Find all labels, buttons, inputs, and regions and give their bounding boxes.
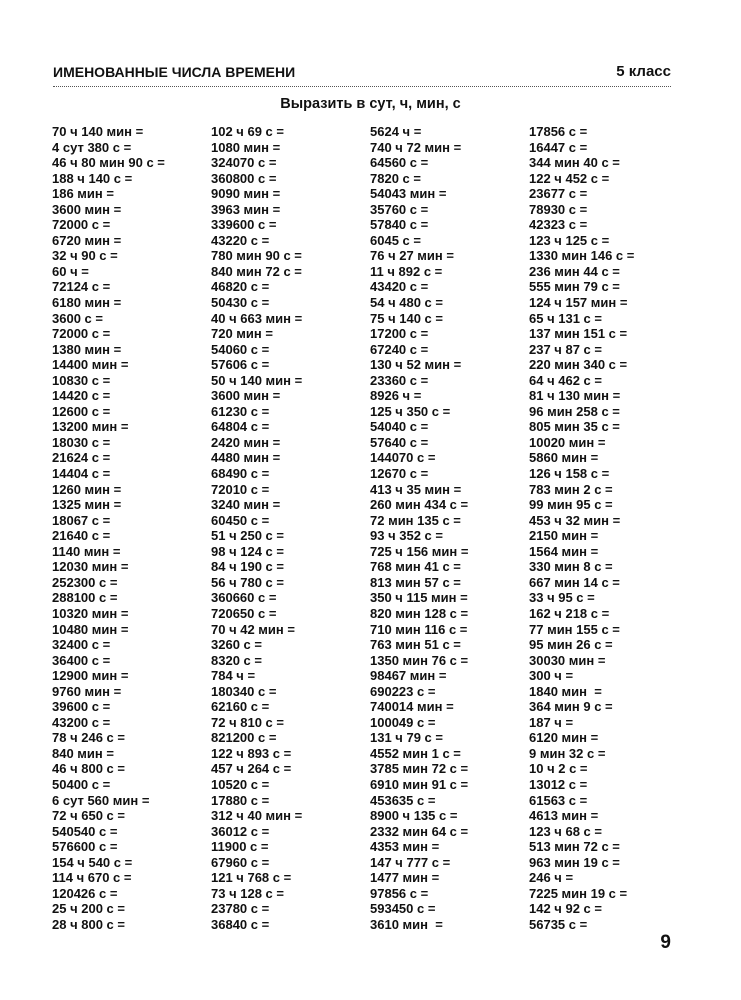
exercise-item: 667 мин 14 с =	[529, 574, 620, 590]
exercise-item: 61563 с =	[529, 792, 588, 808]
exercise-item: 35760 с =	[370, 201, 429, 217]
worksheet-title: ИМЕНОВАННЫЕ ЧИСЛА ВРЕМЕНИ	[53, 64, 296, 80]
exercise-item: 46 ч 80 мин 90 с =	[52, 155, 165, 171]
exercise-item: 14400 мин =	[52, 357, 129, 373]
exercise-item: 9760 мин =	[52, 683, 122, 699]
exercise-item: 710 мин 116 с =	[370, 621, 468, 637]
exercise-item: 76 ч 27 мин =	[370, 248, 454, 264]
exercise-item: 72000 с =	[52, 217, 111, 233]
exercise-item: 123 ч 125 с =	[529, 232, 610, 248]
exercise-item: 54 ч 480 с =	[370, 295, 443, 311]
exercise-item: 180340 с =	[211, 683, 277, 699]
exercise-item: 61230 с =	[211, 403, 270, 419]
exercise-item: 11 ч 892 с =	[370, 263, 443, 279]
exercise-item: 72 мин 135 с =	[370, 512, 461, 528]
exercise-item: 6 сут 560 мин =	[52, 792, 150, 808]
exercise-item: 10 ч 2 с =	[529, 761, 588, 777]
exercise-item: 32 ч 90 с =	[52, 248, 118, 264]
exercise-item: 220 мин 340 с =	[529, 357, 628, 373]
exercise-item: 56 ч 780 с =	[211, 574, 284, 590]
exercise-item: 783 мин 2 с =	[529, 481, 613, 497]
exercise-item: 68490 с =	[211, 466, 270, 482]
exercise-item: 102 ч 69 с =	[211, 124, 284, 139]
exercise-item: 725 ч 156 мин =	[370, 543, 469, 559]
exercise-column	[52, 124, 211, 932]
exercise-item: 46 ч 800 с =	[52, 761, 125, 777]
exercise-item: 1564 мин =	[529, 543, 599, 559]
exercise-item: 64804 с =	[211, 419, 270, 435]
exercise-item: 12900 мин =	[52, 668, 129, 684]
exercise-item: 840 мин =	[52, 745, 114, 761]
exercise-item: 23677 с =	[529, 186, 588, 202]
exercise-item: 21640 с =	[52, 528, 111, 544]
exercise-item: 312 ч 40 мин =	[211, 808, 303, 824]
exercise-column	[211, 124, 370, 932]
exercise-item: 11900 с =	[211, 839, 269, 855]
exercise-item: 72 ч 810 с =	[211, 714, 284, 730]
exercise-item: 137 мин 151 с =	[529, 326, 628, 342]
exercise-item: 147 ч 777 с =	[370, 854, 451, 870]
exercise-item: 784 ч =	[211, 668, 256, 684]
exercise-item: 6180 мин =	[52, 295, 122, 311]
exercise-item: 780 мин 90 с =	[211, 248, 302, 264]
exercise-item: 324070 с =	[211, 155, 277, 171]
exercise-item: 98 ч 124 с =	[211, 543, 284, 559]
exercise-item: 6045 с =	[370, 232, 421, 248]
exercise-item: 75 ч 140 с =	[370, 310, 443, 326]
page-header	[53, 58, 671, 80]
exercise-item: 64560 с =	[370, 155, 429, 171]
exercise-item: 64 ч 462 с =	[529, 372, 602, 388]
exercise-item: 23780 с =	[211, 901, 270, 917]
exercise-item: 344 мин 40 с =	[529, 155, 620, 171]
exercise-item: 84 ч 190 с =	[211, 559, 284, 575]
exercise-item: 3963 мин =	[211, 201, 281, 217]
exercise-item: 122 ч 893 с =	[211, 745, 292, 761]
exercise-item: 513 мин 72 с =	[529, 839, 620, 855]
exercise-item: 33 ч 95 с =	[529, 590, 595, 606]
exercise-item: 5860 мин =	[529, 450, 599, 466]
exercise-item: 21624 с =	[52, 450, 111, 466]
exercise-item: 154 ч 540 с =	[52, 854, 133, 870]
exercise-item: 40 ч 663 мин =	[211, 310, 303, 326]
exercise-item: 54040 с =	[370, 419, 429, 435]
exercise-item: 740014 мин =	[370, 699, 454, 715]
exercise-item: 236 мин 44 с =	[529, 263, 620, 279]
exercise-item: 7225 мин 19 с =	[529, 885, 628, 901]
exercise-item: 46820 с =	[211, 279, 270, 295]
exercise-item: 23360 с =	[370, 372, 429, 388]
exercise-item: 70 ч 140 мин =	[52, 124, 144, 139]
exercise-item: 62160 с =	[211, 699, 270, 715]
exercise-item: 3610 мин =	[370, 916, 443, 932]
exercise-item: 10830 с =	[52, 372, 111, 388]
exercise-item: 813 мин 57 с =	[370, 574, 461, 590]
exercise-item: 60 ч =	[52, 263, 89, 279]
exercise-item: 17200 с =	[370, 326, 429, 342]
exercise-item: 237 ч 87 с =	[529, 341, 602, 357]
exercise-item: 36840 с =	[211, 916, 270, 932]
exercise-item: 14420 с =	[52, 388, 111, 404]
exercise-item: 54060 с =	[211, 341, 270, 357]
exercise-item: 840 мин 72 с =	[211, 263, 302, 279]
exercise-item: 144070 с =	[370, 450, 436, 466]
exercise-item: 95 мин 26 с =	[529, 637, 613, 653]
exercise-item: 1380 мин =	[52, 341, 122, 357]
exercise-item: 413 ч 35 мин =	[370, 481, 462, 497]
exercise-item: 720650 с =	[211, 605, 277, 621]
exercise-item: 805 мин 35 с =	[529, 419, 620, 435]
exercise-item: 18067 с =	[52, 512, 111, 528]
exercise-item: 260 мин 434 с =	[370, 497, 469, 513]
exercise-item: 9090 мин =	[211, 186, 281, 202]
exercise-item: 3600 мин =	[211, 388, 281, 404]
exercise-item: 93 ч 352 с =	[370, 528, 443, 544]
exercise-item: 3600 мин =	[52, 201, 122, 217]
exercise-item: 3260 с =	[211, 637, 262, 653]
exercise-item: 39600 с =	[52, 699, 111, 715]
exercise-item: 457 ч 264 с =	[211, 761, 292, 777]
exercise-item: 51 ч 250 с =	[211, 528, 284, 544]
exercise-item: 1140 мин =	[52, 543, 121, 559]
exercise-item: 16447 с =	[529, 139, 588, 155]
exercise-item: 963 мин 19 с =	[529, 854, 620, 870]
exercise-item: 77 мин 155 с =	[529, 621, 620, 637]
exercise-item: 1260 мин =	[52, 481, 122, 497]
exercise-item: 4353 мин =	[370, 839, 440, 855]
exercise-item: 67240 с =	[370, 341, 429, 357]
page-number: 9	[660, 932, 671, 953]
exercise-item: 114 ч 670 с =	[52, 870, 132, 886]
exercise-item: 17880 с =	[211, 792, 270, 808]
exercise-item: 1350 мин 76 с =	[370, 652, 469, 668]
exercise-item: 56735 с =	[529, 916, 588, 932]
exercise-item: 57640 с =	[370, 434, 429, 450]
exercise-item: 50430 с =	[211, 295, 270, 311]
exercise-item: 4480 мин =	[211, 450, 281, 466]
exercise-item: 99 мин 95 с =	[529, 497, 613, 513]
exercise-item: 10520 с =	[211, 776, 270, 792]
exercise-item: 25 ч 200 с =	[52, 901, 125, 917]
exercise-item: 72124 с =	[52, 279, 111, 295]
exercise-item: 6910 мин 91 с =	[370, 776, 469, 792]
exercise-item: 1477 мин =	[370, 870, 440, 886]
exercise-item: 690223 с =	[370, 683, 436, 699]
exercise-item: 73 ч 128 с =	[211, 885, 284, 901]
exercise-item: 50400 с =	[52, 776, 111, 792]
exercise-item: 8926 ч =	[370, 388, 422, 404]
exercise-item: 2150 мин =	[529, 528, 599, 544]
exercise-item: 30030 мин =	[529, 652, 606, 668]
exercise-item: 18030 с =	[52, 434, 111, 450]
exercise-item: 57840 с =	[370, 217, 429, 233]
exercise-item: 43220 с =	[211, 232, 270, 248]
exercise-item: 2332 мин 64 с =	[370, 823, 469, 839]
exercise-item: 8320 с =	[211, 652, 262, 668]
exercise-item: 187 ч =	[529, 714, 574, 730]
exercise-item: 3785 мин 72 с =	[370, 761, 469, 777]
exercise-item: 32400 с =	[52, 637, 111, 653]
exercise-item: 124 ч 157 мин =	[529, 295, 628, 311]
exercise-item: 555 мин 79 с =	[529, 279, 620, 295]
exercise-item: 453635 с =	[370, 792, 436, 808]
exercise-item: 10020 мин =	[529, 434, 606, 450]
exercise-item: 123 ч 68 с =	[529, 823, 602, 839]
exercise-item: 12670 с =	[370, 466, 429, 482]
exercise-item: 4552 мин 1 с =	[370, 745, 461, 761]
exercise-item: 81 ч 130 мин =	[529, 388, 621, 404]
exercise-item: 10320 мин =	[52, 605, 129, 621]
task-instruction: Выразить в сут, ч, мин, с	[280, 96, 461, 112]
exercise-item: 72000 с =	[52, 326, 111, 342]
exercise-item: 350 ч 115 мин =	[370, 590, 468, 606]
exercise-item: 246 ч =	[529, 870, 574, 886]
exercise-item: 252300 с =	[52, 574, 118, 590]
exercise-item: 820 мин 128 с =	[370, 605, 469, 621]
exercise-item: 50 ч 140 мин =	[211, 372, 303, 388]
exercise-item: 4613 мин =	[529, 808, 599, 824]
exercise-item: 300 ч =	[529, 668, 574, 684]
exercise-item: 125 ч 350 с =	[370, 403, 451, 419]
exercise-item: 10480 мин =	[52, 621, 129, 637]
exercise-item: 13012 с =	[529, 776, 588, 792]
exercise-item: 6720 мин =	[52, 232, 122, 248]
exercise-item: 60450 с =	[211, 512, 270, 528]
exercise-item: 96 мин 258 с =	[529, 403, 620, 419]
exercise-item: 100049 с =	[370, 714, 436, 730]
exercise-item: 5624 ч =	[370, 124, 422, 139]
exercise-item: 72 ч 650 с =	[52, 808, 125, 824]
exercise-item: 98467 мин =	[370, 668, 447, 684]
exercise-item: 78930 с =	[529, 201, 588, 217]
exercise-item: 6120 мин =	[529, 730, 599, 746]
exercise-item: 768 мин 41 с =	[370, 559, 461, 575]
exercise-item: 36400 с =	[52, 652, 111, 668]
exercise-item: 42323 с =	[529, 217, 588, 233]
exercise-item: 188 ч 140 с =	[52, 170, 133, 186]
exercise-item: 65 ч 131 с =	[529, 310, 602, 326]
exercise-item: 1840 мин =	[529, 683, 602, 699]
exercise-item: 1080 мин =	[211, 139, 281, 155]
exercise-item: 821200 с =	[211, 730, 277, 746]
exercise-item: 131 ч 79 с =	[370, 730, 443, 746]
exercise-column	[370, 124, 529, 932]
exercise-item: 576600 с =	[52, 839, 118, 855]
exercise-item: 9 мин 32 с =	[529, 745, 606, 761]
exercise-item: 14404 с =	[52, 466, 111, 482]
exercise-item: 126 ч 158 с =	[529, 466, 610, 482]
exercise-item: 3600 с =	[52, 310, 103, 326]
exercise-item: 339600 с =	[211, 217, 277, 233]
exercise-column	[529, 124, 688, 932]
exercise-item: 28 ч 800 с =	[52, 916, 125, 932]
exercise-item: 12030 мин =	[52, 559, 129, 575]
exercise-item: 43200 с =	[52, 714, 111, 730]
exercise-item: 78 ч 246 с =	[52, 730, 125, 746]
exercise-item: 12600 с =	[52, 403, 111, 419]
header-divider	[53, 86, 671, 87]
exercise-item: 763 мин 51 с =	[370, 637, 461, 653]
exercise-item: 142 ч 92 с =	[529, 901, 602, 917]
exercise-item: 130 ч 52 мин =	[370, 357, 462, 373]
exercise-item: 13200 мин =	[52, 419, 129, 435]
exercise-item: 288100 с =	[52, 590, 118, 606]
exercise-columns	[52, 124, 688, 932]
exercise-item: 360800 с =	[211, 170, 277, 186]
exercise-item: 186 мин =	[52, 186, 114, 202]
exercise-item: 121 ч 768 с =	[211, 870, 292, 886]
exercise-item: 4 сут 380 с =	[52, 139, 132, 155]
exercise-item: 162 ч 218 с =	[529, 605, 610, 621]
exercise-item: 72010 с =	[211, 481, 270, 497]
exercise-item: 67960 с =	[211, 854, 270, 870]
exercise-item: 330 мин 8 с =	[529, 559, 613, 575]
exercise-item: 1330 мин 146 с =	[529, 248, 635, 264]
exercise-item: 1325 мин =	[52, 497, 122, 513]
exercise-item: 8900 ч 135 с =	[370, 808, 458, 824]
exercise-item: 540540 с =	[52, 823, 118, 839]
exercise-item: 36012 с =	[211, 823, 270, 839]
exercise-item: 120426 с =	[52, 885, 118, 901]
exercise-item: 740 ч 72 мин =	[370, 139, 462, 155]
exercise-item: 720 мин =	[211, 326, 273, 342]
grade-label: 5 класс	[616, 63, 671, 80]
exercise-item: 54043 мин =	[370, 186, 447, 202]
exercise-item: 360660 с =	[211, 590, 277, 606]
exercise-item: 17856 с =	[529, 124, 588, 139]
exercise-item: 453 ч 32 мин =	[529, 512, 621, 528]
exercise-item: 70 ч 42 мин =	[211, 621, 295, 637]
exercise-item: 364 мин 9 с =	[529, 699, 613, 715]
exercise-item: 43420 с =	[370, 279, 429, 295]
exercise-item: 7820 с =	[370, 170, 421, 186]
exercise-item: 122 ч 452 с =	[529, 170, 610, 186]
exercise-item: 97856 с =	[370, 885, 429, 901]
exercise-item: 3240 мин =	[211, 497, 281, 513]
exercise-item: 593450 с =	[370, 901, 436, 917]
exercise-item: 57606 с =	[211, 357, 270, 373]
exercise-item: 2420 мин =	[211, 434, 281, 450]
